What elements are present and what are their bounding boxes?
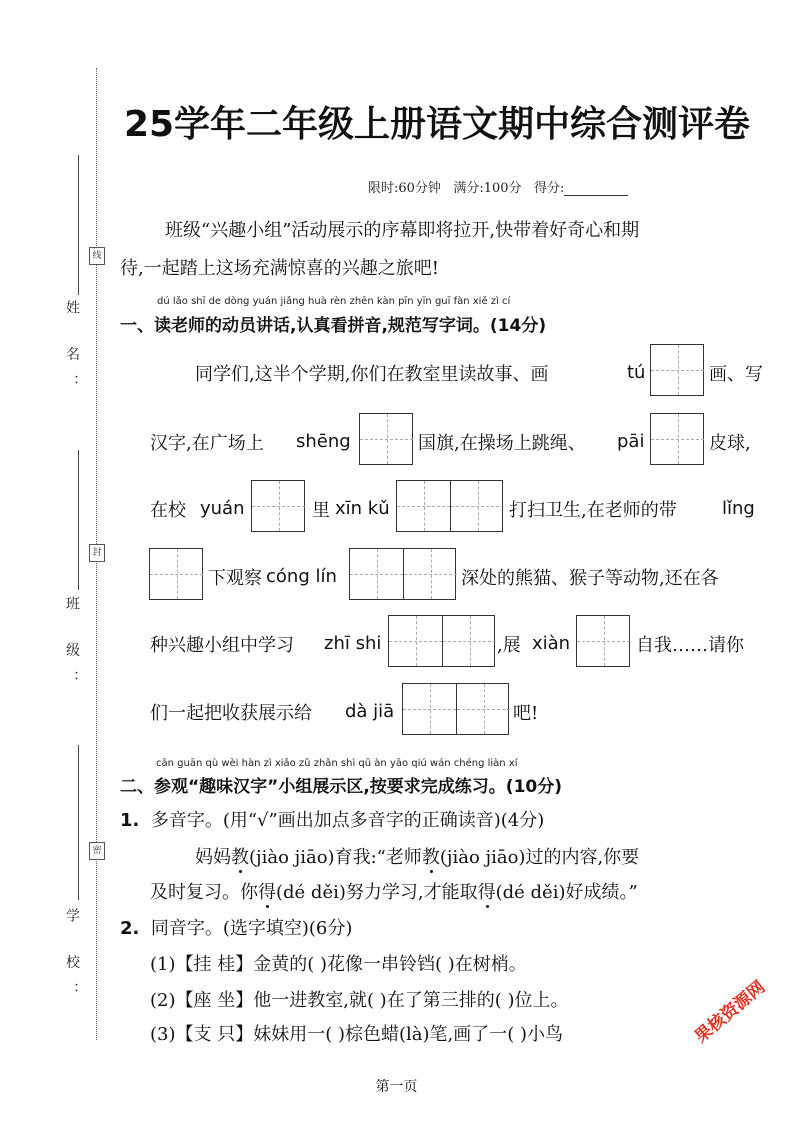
question-text: 同音字。(选字填空)(6分): [150, 918, 353, 939]
passage-text: 画、写: [709, 364, 763, 385]
pinyin-prompt: pāi: [617, 431, 645, 452]
section-heading: 一、读老师的动员讲话,认真看拼音,规范写字词。(14分): [120, 316, 547, 336]
polyphone-line: [150, 878, 638, 904]
writing-grid[interactable]: [349, 548, 456, 600]
writing-grid[interactable]: [251, 480, 305, 532]
passage-text: 深处的熊猫、猴子等动物,还在各: [461, 568, 719, 589]
time-limit: 限时:60分钟: [368, 181, 441, 196]
pinyin-prompt: lǐng: [722, 498, 755, 519]
seal-mark: 线: [89, 247, 105, 265]
pinyin-prompt: xiàn: [532, 633, 571, 654]
passage-text: 里: [312, 500, 330, 521]
passage-text: 打扫卫生,在老师的带: [509, 500, 677, 521]
dotted-char: 得: [258, 882, 276, 903]
score-label: 得分:: [533, 181, 565, 196]
passage-text: 自我……请你: [636, 635, 744, 656]
class-label: 班 级：: [64, 596, 80, 699]
text-span: 及时复习。你: [150, 882, 258, 903]
question-1: [120, 806, 544, 832]
dotted-char: 教: [421, 847, 440, 868]
writing-grid[interactable]: [650, 413, 704, 465]
section-heading: 二、参观“趣味汉字”小组展示区,按要求完成练习。(10分): [120, 777, 562, 797]
writing-grid[interactable]: [650, 344, 704, 396]
dotted-char: 教: [231, 847, 249, 868]
passage-text: 们一起把收获展示给: [150, 703, 312, 724]
pinyin-prompt: dà jiā: [345, 701, 395, 722]
question-text: 多音字。(用“√”画出加点多音字的正确读音)(4分): [150, 810, 545, 831]
passage-text: ,展: [497, 635, 521, 656]
exam-meta: [368, 177, 628, 196]
class-blank-line: [78, 450, 79, 590]
writing-grid[interactable]: [149, 548, 203, 600]
watermark: 果核资源网: [691, 977, 770, 1048]
passage-text: 国旗,在操场上跳绳、: [418, 433, 586, 454]
writing-grid[interactable]: [402, 683, 509, 735]
writing-grid[interactable]: [359, 413, 413, 465]
school-blank-line: [78, 745, 79, 900]
pinyin-prompt: zhī shi: [324, 633, 382, 654]
writing-grid[interactable]: [396, 480, 503, 532]
text-span: 妈妈: [195, 847, 231, 868]
polyphone-line: [195, 843, 639, 869]
page-number: 第一页: [375, 1079, 418, 1095]
passage-text: 种兴趣小组中学习: [150, 635, 294, 656]
writing-grid[interactable]: [388, 615, 495, 667]
seal-mark: 密: [89, 842, 105, 860]
writing-grid[interactable]: [576, 615, 630, 667]
fill-item[interactable]: (3)【支 只】妹妹用一( )棕色蜡(là)笔,画了一( )小鸟: [150, 1024, 564, 1045]
dotted-char: 得: [477, 882, 496, 903]
fill-item[interactable]: (1)【挂 桂】金黄的( )花像一串铃铛( )在树梢。: [150, 954, 527, 975]
passage-text: 同学们,这半个学期,你们在教室里读故事、画: [195, 364, 549, 385]
question-number: 1.: [120, 810, 140, 831]
pinyin-prompt: yuán: [200, 498, 245, 519]
pinyin-prompt: cóng lín: [266, 566, 337, 587]
passage-text: 下观察: [208, 568, 262, 589]
seal-mark: 封: [89, 544, 105, 562]
passage-text: 皮球,: [709, 433, 751, 454]
passage-text: 吧!: [513, 703, 539, 724]
reading-choice[interactable]: (dé děi)努力学习,才能取: [276, 882, 478, 903]
passage-text: 在校: [150, 500, 186, 521]
section-pinyin: cān guān qù wèi hàn zì xiǎo zǔ zhǎn shì qū àn yāo qiú wán chéng liàn xí: [156, 758, 518, 769]
intro-line: 待,一起踏上这场充满惊喜的兴趣之旅吧!: [120, 258, 439, 279]
intro-line: 班级“兴趣小组”活动展示的序幕即将拉开,快带着好奇心和期: [165, 220, 640, 241]
pinyin-prompt: tú: [627, 362, 646, 383]
passage-text: 汉字,在广场上: [150, 433, 264, 454]
name-label: 姓 名：: [64, 300, 80, 403]
school-label: 学 校：: [64, 908, 80, 1011]
reading-choice[interactable]: (dé děi)好成绩。”: [495, 882, 638, 903]
pinyin-prompt: shēng: [296, 431, 351, 452]
page-title: 25学年二年级上册语文期中综合测评卷: [123, 104, 751, 145]
name-blank-line: [78, 155, 79, 295]
pinyin-prompt: xīn kǔ: [335, 498, 390, 519]
fill-item[interactable]: (2)【座 坐】他一进教室,就( )在了第三排的( )位上。: [150, 990, 569, 1011]
full-score: 满分:100分: [453, 181, 522, 196]
score-blank[interactable]: [564, 183, 628, 196]
question-number: 2.: [120, 918, 140, 939]
reading-choice[interactable]: (jiào jiāo)育我:“老师: [249, 847, 422, 868]
question-2: [120, 914, 352, 940]
reading-choice[interactable]: (jiào jiāo)过的内容,你要: [439, 847, 640, 868]
section-pinyin: dú lǎo shī de dòng yuán jiǎng huà rèn zhēn kàn pīn yīn guī fàn xiě zì cí: [157, 296, 511, 307]
